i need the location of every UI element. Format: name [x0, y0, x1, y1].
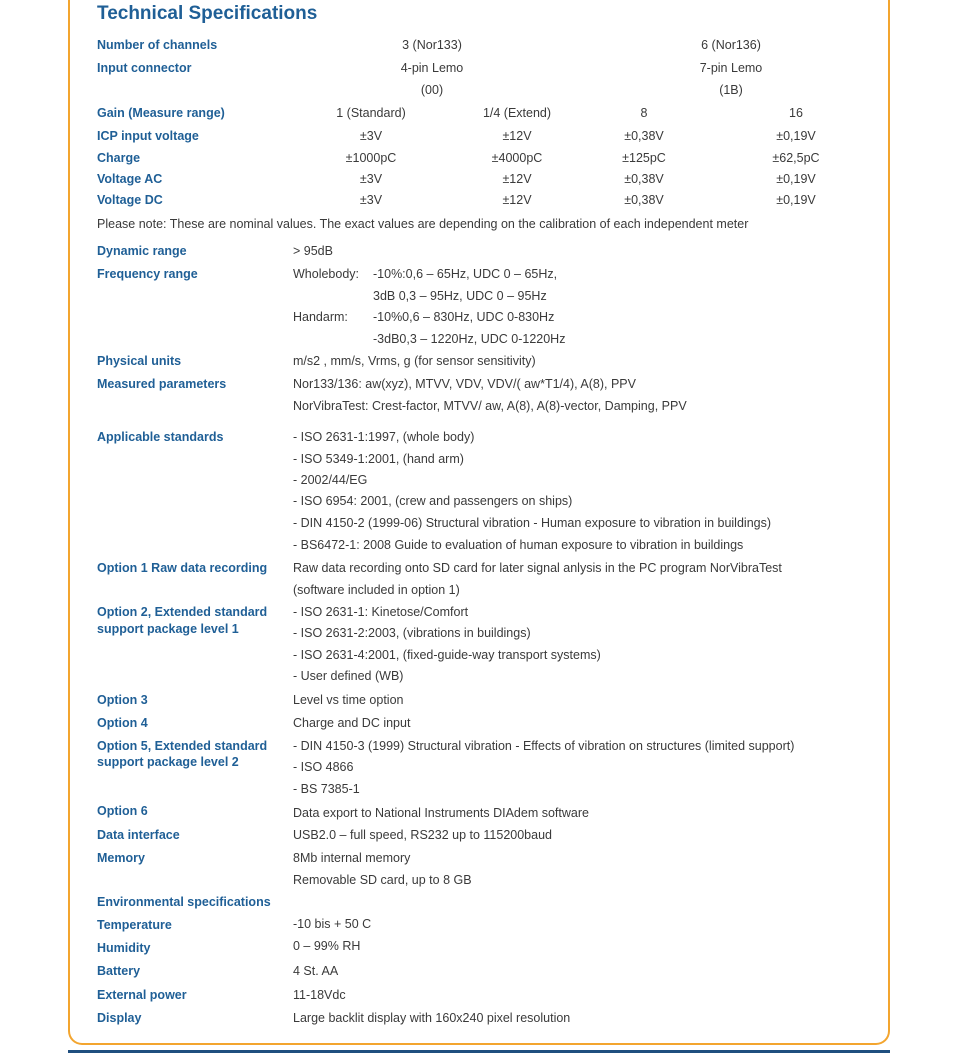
gain-cell: ±3V [359, 172, 383, 186]
frequency-wholebody-line1: -10%:0,6 – 65Hz, UDC 0 – 65Hz, [373, 267, 558, 281]
gain-cell: ±3V [359, 129, 383, 143]
physical-units-value: m/s2 , mm/s, Vrms, g (for sensor sensitivity) [293, 354, 536, 368]
option2-label-line2: support package level 1 [97, 622, 239, 636]
option2-item: - User defined (WB) [293, 669, 404, 683]
option5-item: - ISO 4866 [293, 760, 354, 774]
gain-cell: ±12V [502, 129, 532, 143]
measured-parameters-line: NorVibraTest: Crest-factor, MTVV/ aw, A(8), A(8)-vector, Damping, PPV [293, 399, 687, 413]
dynamic-range-value: > 95dB [293, 244, 333, 258]
channels-label: Number of channels [97, 38, 218, 52]
gain-cell: ±0,38V [624, 172, 664, 186]
standard-item: - ISO 2631-1:1997, (whole body) [293, 430, 475, 444]
gain-header-c3: 8 [640, 106, 648, 120]
measured-parameters-line: Nor133/136: aw(xyz), MTVV, VDV, VDV/( aw*T1/4), A(8), PPV [293, 377, 636, 391]
gain-cell: ±0,38V [624, 129, 664, 143]
temperature-value: -10 bis + 50 C [293, 917, 372, 931]
gain-cell: ±0,19V [776, 129, 816, 143]
frequency-wholebody-label: Wholebody: [293, 267, 360, 281]
gain-cell: ±0,19V [776, 172, 816, 186]
external-power-value: 11-18Vdc [293, 988, 346, 1002]
option6-label: Option 6 [97, 804, 148, 818]
option2-label: Option 2, Extended standard [97, 605, 268, 619]
gain-cell: ±0,38V [624, 193, 664, 207]
connector-nor133-code: (00) [420, 83, 444, 97]
option5-label-line2: support package level 2 [97, 755, 239, 769]
standard-item: - DIN 4150-2 (1999-06) Structural vibration - Human exposure to vibration in buildings) [293, 516, 772, 530]
gain-cell: ±3V [359, 193, 383, 207]
frequency-handarm-label: Handarm: [293, 310, 348, 324]
gain-cell: ±0,19V [776, 193, 816, 207]
external-power-label: External power [97, 988, 187, 1002]
option4-label: Option 4 [97, 716, 148, 730]
connector-nor136: 7-pin Lemo [699, 61, 763, 75]
gain-cell: ±1000pC [345, 151, 397, 165]
gain-header-c2: 1/4 (Extend) [482, 106, 552, 120]
option3-value: Level vs time option [293, 693, 404, 707]
memory-line: 8Mb internal memory [293, 851, 411, 865]
gain-cell: ±125pC [622, 151, 666, 165]
standard-item: - ISO 6954: 2001, (crew and passengers on ships) [293, 494, 573, 508]
connector-nor133: 4-pin Lemo [400, 61, 464, 75]
gain-header-label: Gain (Measure range) [97, 106, 225, 120]
channels-nor133: 3 (Nor133) [402, 38, 462, 52]
option4-value: Charge and DC input [293, 716, 411, 730]
page-title: Technical Specifications [97, 3, 318, 24]
memory-label: Memory [97, 851, 145, 865]
gain-row-label: ICP input voltage [97, 129, 199, 143]
footer-rule [68, 1050, 890, 1053]
humidity-label: Humidity [97, 941, 151, 955]
option5-item: - BS 7385-1 [293, 782, 360, 796]
frequency-handarm-line2: -3dB0,3 – 1220Hz, UDC 0-1220Hz [373, 332, 566, 346]
physical-units-label: Physical units [97, 354, 182, 368]
data-interface-label: Data interface [97, 828, 180, 842]
channels-nor136: 6 (Nor136) [701, 38, 761, 52]
gain-row-label: Charge [97, 151, 141, 165]
connector-label: Input connector [97, 61, 192, 75]
data-interface-value: USB2.0 – full speed, RS232 up to 115200baud [293, 828, 552, 842]
humidity-value: 0 – 99% RH [293, 939, 361, 953]
frequency-wholebody-line2: 3dB 0,3 – 95Hz, UDC 0 – 95Hz [373, 289, 547, 303]
option2-item: - ISO 2631-2:2003, (vibrations in buildings) [293, 626, 531, 640]
memory-line: Removable SD card, up to 8 GB [293, 873, 472, 887]
gain-row-label: Voltage DC [97, 193, 163, 207]
gain-cell: ±12V [502, 172, 532, 186]
applicable-standards-label: Applicable standards [97, 430, 224, 444]
option2-item: - ISO 2631-1: Kinetose/Comfort [293, 605, 469, 619]
option3-label: Option 3 [97, 693, 148, 707]
option1-label: Option 1 Raw data recording [97, 561, 268, 575]
option5-label: Option 5, Extended standard [97, 739, 268, 753]
gain-cell: ±12V [502, 193, 532, 207]
gain-header-c4: 16 [789, 106, 803, 120]
option1-line: Raw data recording onto SD card for later signal anlysis in the PC program NorVibraTest [293, 561, 782, 575]
option1-line: (software included in option 1) [293, 583, 460, 597]
standard-item: - 2002/44/EG [293, 473, 368, 487]
battery-label: Battery [97, 964, 141, 978]
option5-item: - DIN 4150-3 (1999) Structural vibration - Effects of vibration on structures (limited support) [293, 739, 795, 753]
gain-row-label: Voltage AC [97, 172, 163, 186]
frequency-handarm-line1: -10%0,6 – 830Hz, UDC 0-830Hz [373, 310, 555, 324]
environmental-heading: Environmental specifications [97, 895, 271, 909]
gain-cell: ±4000pC [491, 151, 543, 165]
gain-cell: ±62,5pC [772, 151, 820, 165]
option6-value: Data export to National Instruments DIAdem software [293, 806, 589, 820]
display-label: Display [97, 1011, 142, 1025]
gain-header-c1: 1 (Standard) [336, 106, 406, 120]
standard-item: - ISO 5349-1:2001, (hand arm) [293, 452, 464, 466]
measured-parameters-label: Measured parameters [97, 377, 227, 391]
calibration-note: Please note: These are nominal values. The exact values are depending on the calibration of each independent meter [97, 217, 749, 231]
display-value: Large backlit display with 160x240 pixel resolution [293, 1011, 571, 1025]
option2-item: - ISO 2631-4:2001, (fixed-guide-way transport systems) [293, 648, 601, 662]
frequency-range-label: Frequency range [97, 267, 198, 281]
dynamic-range-label: Dynamic range [97, 244, 187, 258]
temperature-label: Temperature [97, 918, 172, 932]
standard-item: - BS6472-1: 2008 Guide to evaluation of human exposure to vibration in buildings [293, 538, 744, 552]
battery-value: 4 St. AA [293, 964, 339, 978]
connector-nor136-code: (1B) [719, 83, 743, 97]
